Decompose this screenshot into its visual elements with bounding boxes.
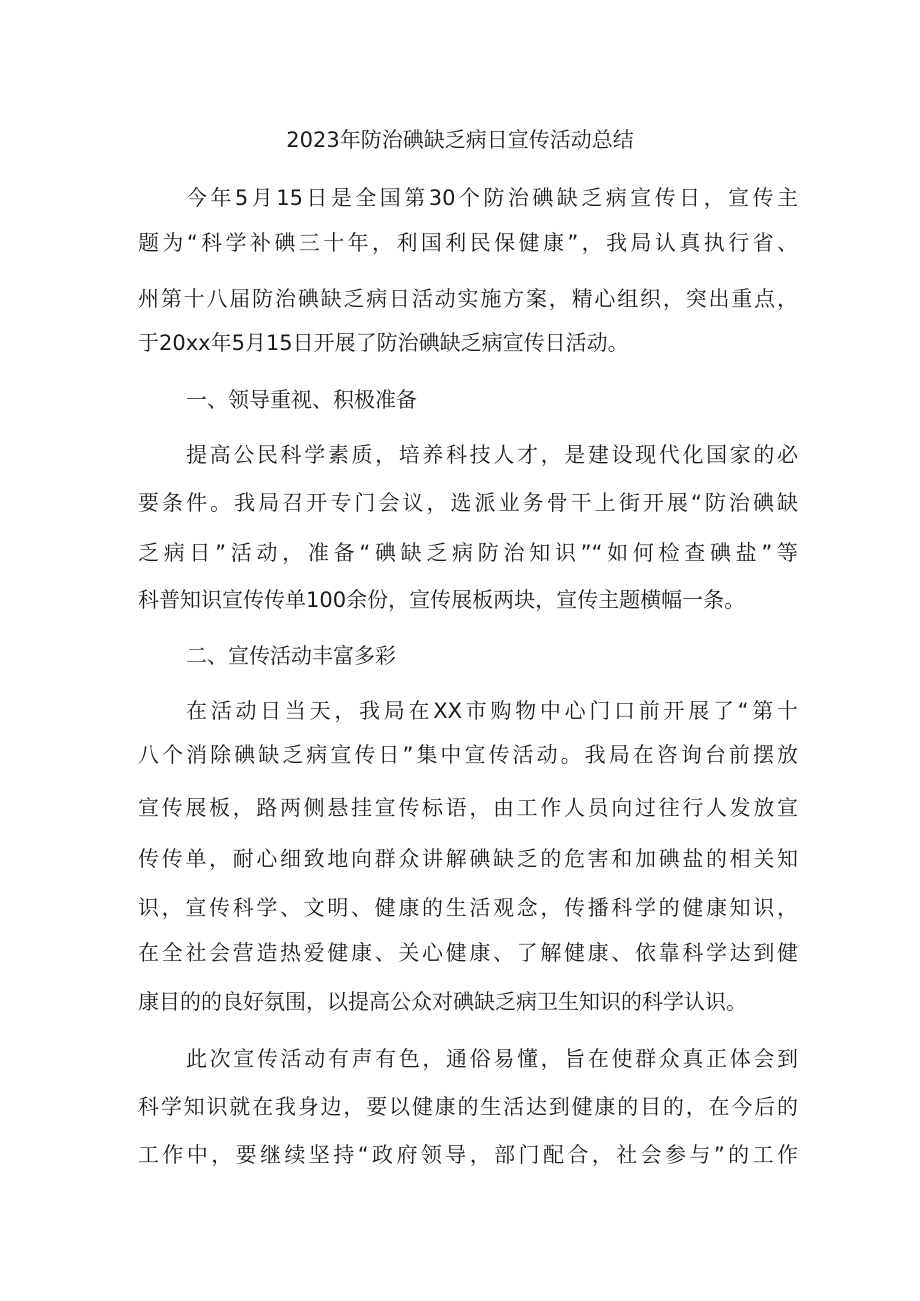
paragraph-line: 科普知识宣传传单100余份，宣传展板两块，宣传主题横幅一条。 — [138, 588, 746, 612]
paragraph-line: 题为“科学补碘三十年，利国利民保健康”，我局认真执行省、 — [138, 231, 798, 255]
paragraph-line: 于20xx年5月15日开展了防治碘缺乏病宣传日活动。 — [138, 331, 629, 355]
paragraph-line: 在活动日当天，我局在XX市购物中心门口前开展了“第十 — [186, 699, 798, 723]
paragraph-line: 在全社会营造热爱健康、关心健康、了解健康、依靠科学达到健 — [138, 941, 798, 965]
paragraph-line: 传传单，耐心细致地向群众讲解碘缺乏的危害和加碘盐的相关知 — [138, 847, 798, 871]
paragraph-line: 要条件。我局召开专门会议，选派业务骨干上街开展“防治碘缺 — [138, 491, 798, 515]
paragraph-line: 八个消除碘缺乏病宣传日”集中宣传活动。我局在咨询台前摆放 — [138, 743, 798, 767]
paragraph-line: 识，宣传科学、文明、健康的生活观念，传播科学的健康知识， — [138, 896, 798, 920]
document-title: 2023年防治碘缺乏病日宣传活动总结 — [286, 128, 634, 152]
paragraph-line: 工作中，要继续坚持“政府领导，部门配合，社会参与”的工作 — [138, 1143, 798, 1167]
paragraph-line: 宣传展板，路两侧悬挂宣传标语，由工作人员向过往行人发放宣 — [138, 796, 798, 820]
paragraph-line: 科学知识就在我身边，要以健康的生活达到健康的目的，在今后的 — [138, 1095, 798, 1119]
paragraph-line: 提高公民科学素质，培养科技人才，是建设现代化国家的必 — [186, 443, 798, 467]
paragraph-line: 此次宣传活动有声有色，通俗易懂，旨在使群众真正体会到 — [186, 1047, 798, 1071]
paragraph-line: 康目的的良好氛围，以提高公众对碘缺乏病卫生知识的科学认识。 — [138, 990, 747, 1014]
paragraph-line: 州第十八届防治碘缺乏病日活动实施方案，精心组织，突出重点， — [138, 287, 798, 311]
section-heading: 一、领导重视、积极准备 — [186, 388, 417, 412]
paragraph-line: 今年5月15日是全国第30个防治碘缺乏病宣传日，宣传主 — [186, 186, 798, 210]
paragraph-line: 乏病日”活动，准备“碘缺乏病防治知识”“如何检查碘盐”等 — [138, 541, 798, 565]
section-heading: 二、宣传活动丰富多彩 — [186, 644, 396, 668]
